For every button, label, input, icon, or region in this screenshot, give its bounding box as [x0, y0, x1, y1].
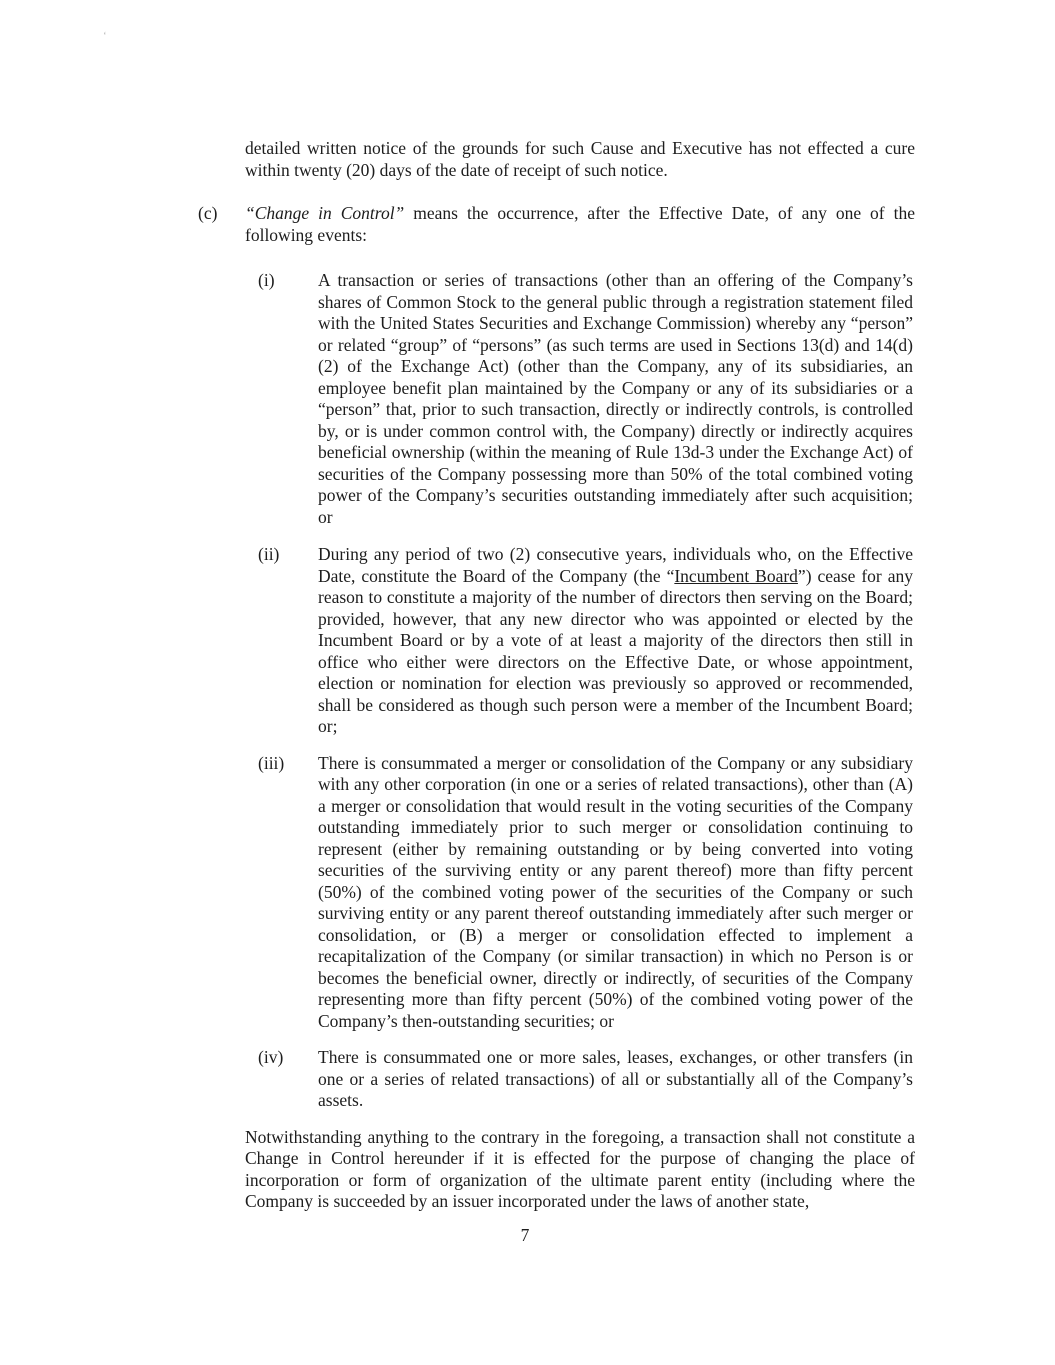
continuation-paragraph: detailed written notice of the grounds for such Cause and Executive has not effected a cure within twenty (20) days of the date of receipt of such notice.: [245, 138, 915, 180]
item-i-text: A transaction or series of transactions (other than an offering of the Company’s shares of Common Stock to the general public through a registration statement filed with the United States Securities and Exchange Commission) whereby any “person” or related “group” of “persons” (as such terms are used in Sections 13(d) and 14(d)(2) of the Exchange Act) (other than the Company, any of its subsidiaries, an employee benefit plan maintained by the Company or any of its subsidiaries or a “person” that, prior to such transaction, directly or indirectly controls, is controlled by, or is under common control with, the Company) directly or indirectly acquires beneficial ownership (within the meaning of Rule 13d-3 under the Exchange Act) of securities of the Company possessing more than 50% of the total combined voting power of the Company’s securities outstanding immediately after such acquisition; or: [318, 270, 913, 527]
clause-item-iii: [245, 753, 915, 1033]
page-content: [198, 138, 916, 1213]
defined-term-incumbent-board: Incumbent Board: [674, 565, 798, 586]
item-iii-text: There is consummated a merger or consolidation of the Company or any subsidiary with any other corporation (in one or a series of related transactions), other than (A) a merger or consolidation that would result in the voting securities of the Company outstanding immediately prior to such merger or consolidation continuing to represent (either by remaining outstanding or by being converted into voting securities of the surviving entity or any parent thereof) more than fifty percent (50%) of the combined voting power of the securities of the Company or such surviving entity or any parent thereof outstanding immediately after such merger or consolidation, or (B) a merger or consolidation effected to implement a recapitalization of the Company (or similar transaction) in which no Person is or becomes the beneficial owner, directly or indirectly, of securities of the Company representing more than fifty percent (50%) of the combined voting power of the Company’s then-outstanding securities; or: [318, 752, 913, 1031]
item-ii-text: [318, 544, 913, 738]
clause-item-iv: [245, 1047, 915, 1112]
clause-c-label: (c): [198, 203, 218, 223]
item-i-label: (i): [258, 270, 275, 290]
item-i-gutter: [245, 270, 258, 528]
clause-c: [198, 203, 916, 246]
clause-c-text-after-term: means the occurrence, after the Effective Date, of any one of the following events:: [245, 203, 916, 245]
item-ii-text-pre: During any period of two (2) consecutive years, individuals who, on the Effective Date, constitute the Board of the Company (the “: [318, 544, 913, 586]
page-number: 7: [520, 1225, 530, 1245]
defined-term-change-in-control: “Change in Control”: [245, 203, 405, 223]
item-iii-gutter: [245, 753, 258, 1033]
item-iv-label: (iv): [258, 1047, 284, 1067]
clause-c-text: [245, 203, 915, 246]
clause-item-ii: [245, 544, 915, 738]
closing-paragraph: Notwithstanding anything to the contrary in the foregoing, a transaction shall not constitute a Change in Control hereunder if it is effected for the purpose of changing the place of incorporation or form of organization of the ultimate parent entity (including where the Company is succeeded by an issuer incorporated under the laws of another state,: [245, 1126, 915, 1211]
item-ii-text-post: ”) cease for any reason to constitute a majority of the number of directors then serving on the Board; provided, however, that any new director who was appointed or elected by the Incumbent Board or by a vote of at least a majority of the directors then still in office who either were directors on the Effective Date, or whose appointment, election or nomination for election was previously so approved or recommended, shall be considered as though such person were a member of the Incumbent Board; or;: [318, 565, 913, 736]
item-ii-gutter: [245, 544, 258, 738]
item-iv-text: There is consummated one or more sales, leases, exchanges, or other transfers (in one or a series of related transactions) of all or substantially all of the Company’s assets.: [318, 1047, 913, 1110]
item-iii-label: (iii): [258, 752, 285, 773]
clause-item-i: [245, 270, 915, 528]
scan-artifact: ʻ: [103, 30, 107, 42]
item-iv-gutter: [245, 1047, 258, 1112]
item-ii-label: (ii): [258, 544, 280, 564]
